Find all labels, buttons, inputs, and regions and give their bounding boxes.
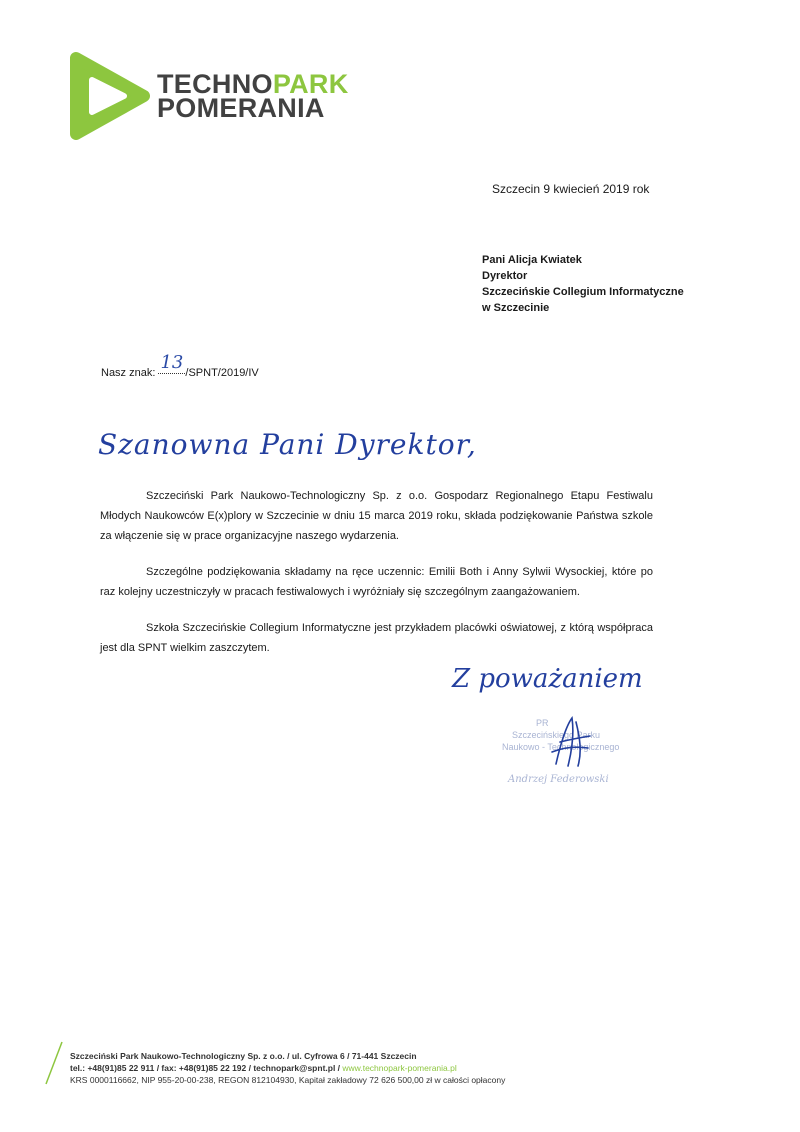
reference-number: 13: [160, 352, 184, 373]
recipient-city: w Szczecinie: [482, 302, 550, 314]
footer-registry: KRS 0000116662, NIP 955-20-00-238, REGON 812104930, Kapitał zakładowy 72 626 500,00 zł w całości opłacony: [70, 1075, 506, 1085]
body-paragraph-2: Szczególne podziękowania składamy na ręce uczennic: Emilii Both i Anny Sylwii Wysockiej, które po raz kolejny uczestniczyły w pracach festiwalowych i wyróżniały się szczególnym zaangażowaniem.: [100, 566, 653, 598]
stamp-line-1: PR: [536, 718, 549, 728]
footer-contact: tel.: +48(91)85 22 911 / fax: +48(91)85 22 192 / technopark@spnt.pl /: [70, 1063, 343, 1073]
body-paragraph-1: Szczeciński Park Naukowo-Technologiczny Sp. z o.o. Gospodarz Regionalnego Etapu Festiwalu Młodych Naukowców E(x)plory w Szczecinie w dniu 15 marca 2019 roku, składa podziękowanie Państwa szkole za włączenie się w prace organizacyjne naszego wydarzenia.: [100, 490, 653, 542]
recipient-name: Pani Alicja Kwiatek: [482, 254, 582, 266]
technopark-logo: [62, 52, 362, 142]
logo-line-1: TECHNOPARK: [157, 69, 349, 99]
stamp-name: Andrzej Federowski: [508, 774, 609, 785]
logo-triangle-icon: [62, 52, 152, 140]
recipient-block: [482, 252, 684, 316]
letter-body: [100, 486, 653, 674]
footer-address: Szczeciński Park Naukowo-Technologiczny Sp. z o.o. / ul. Cyfrowa 6 / 71-441 Szczecin: [70, 1051, 417, 1061]
letter-date: Szczecin 9 kwiecień 2019 rok: [492, 182, 650, 196]
reference-suffix: /SPNT/2019/IV: [185, 367, 259, 379]
recipient-role: Dyrektor: [482, 270, 528, 282]
footer-website: www.technopark-pomerania.pl: [342, 1063, 457, 1073]
footer-contact-line: [70, 1062, 505, 1074]
signature-scribble-icon: [538, 712, 598, 772]
footer-accent-line-icon: [42, 1040, 66, 1086]
handwritten-salutation: Szanowna Pani Dyrektor,: [98, 428, 477, 461]
stamp-line-2: Szczecińskiego Parku: [512, 730, 601, 740]
recipient-institution: Szczecińskie Collegium Informatyczne: [482, 286, 684, 298]
body-paragraph-3: Szkoła Szczecińskie Collegium Informatyczne jest przykładem placówki oświatowej, z którą współpraca jest dla SPNT wielkim zaszczytem.: [100, 622, 653, 654]
logo-line-2: POMERANIA: [157, 93, 325, 123]
reference-line: [101, 352, 259, 381]
handwritten-closing: Z poważaniem: [452, 664, 643, 694]
stamp-line-3: Naukowo - Technologicznego: [502, 742, 620, 752]
signature-stamp: [488, 712, 648, 802]
letter-footer: [70, 1050, 505, 1086]
reference-label: Nasz znak:: [101, 367, 156, 379]
